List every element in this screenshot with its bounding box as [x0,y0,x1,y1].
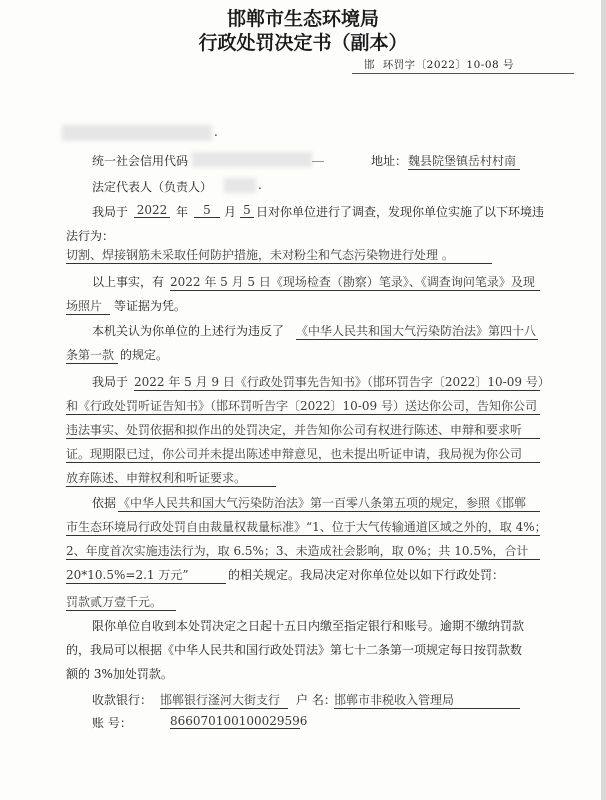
page-edge-shadow [601,0,606,800]
document-page: 邯郸市生态环境局 行政处罚决定书（副本） 邯 环罚字〔2022〕10-08 号 . 统一社会信用代码 __ 地址： 魏县院堡镇岳村村南 法定代表人（负责人） . 我局于 2022 年 5 月 5 日对你单位进行了调查，发现你单位实施了以下环境违 法行为： 切割、焊接钢筋未采取任何防护措施，未对粉尘和气态污染物进行处理 。 以上事实，有 2022 年 5 月 5 日《现场检查（勘察）笔录》、《调查询问笔录》及现 场照片 等证据为凭。 本机关认为你单位的上述行为违反了 《中华人民共和国大气污染防治法》第四十八 条第一款 的规定。 我局于 2022 年 5 月 9 日《行政处罚事先告知书》（邯环罚告字〔2022〕10-09 号） 和《行政处罚听证告知书》（邯环罚听告字〔2022〕10-09 号）送达你公司，告知你公司 违法事实、处罚依据和拟作出的处罚决定，并告知你公司有权进行陈述、申辩和要求听 证。现期限已过，你公司并未提出陈述申辩意见，也未提出听证申请，我局视为你公司 放弃陈述、申辩权利和听证要求。 依据 《中华人民共和国大气污染防治法》第一百零八条第五项的规定，参照《邯郸 市生态环境局行政处罚自由裁量权裁量标准》“1、位于大气传输通道区域之外的，取 4%； 2、年度首次实施违法行为，取 6.5%；3、未造成社会影响，取 0%；共 10.5%，合计 20*10.5%=2.1 万元” 的相关规定。我局决定对你单位处以如下行政处罚： 罚款贰万壹千元。 限你单位自收到本处罚决定之日起十五日内缴至指定银行和账号。逾期不缴纳罚款 的，我局可以根据《中华人民共和国行政处罚法》第七十二条第一项规定每日按罚款数 额的 3%加处罚款。 收款银行： 邯郸银行滏河大街支行 户 名： 邯郸市非税收入管理局 账 号： 866070100100029596 [0,0,606,800]
redacted-legal-rep [224,178,256,193]
agency-title: 邯郸市生态环境局 [226,8,379,30]
bank-value: 邯郸银行滏河大街支行 [160,691,288,709]
redacted-credit-code [192,152,312,167]
credit-code-label: 统一社会信用代码 [92,154,189,168]
account-name-label: 户 名： [296,693,336,707]
document-number [352,57,574,74]
document-number-value: 环罚字〔2022〕10-08 号 [382,59,515,71]
redacted-recipient-name [62,125,212,141]
address-value: 魏县院堡镇岳村村南 [408,152,520,170]
bank-label: 收款银行： [92,693,153,707]
legal-rep-label: 法定代表人（负责人） [92,180,213,194]
account-no-label: 账 号： [92,716,132,730]
address-label: 地址： [371,154,408,168]
document-number-prefix: 邯 [364,59,375,71]
document-title: 行政处罚决定书（副本） [198,32,408,54]
account-no-value: 866070100100029596 [170,714,308,728]
account-name-value: 邯郸市非税收入管理局 [334,691,520,709]
